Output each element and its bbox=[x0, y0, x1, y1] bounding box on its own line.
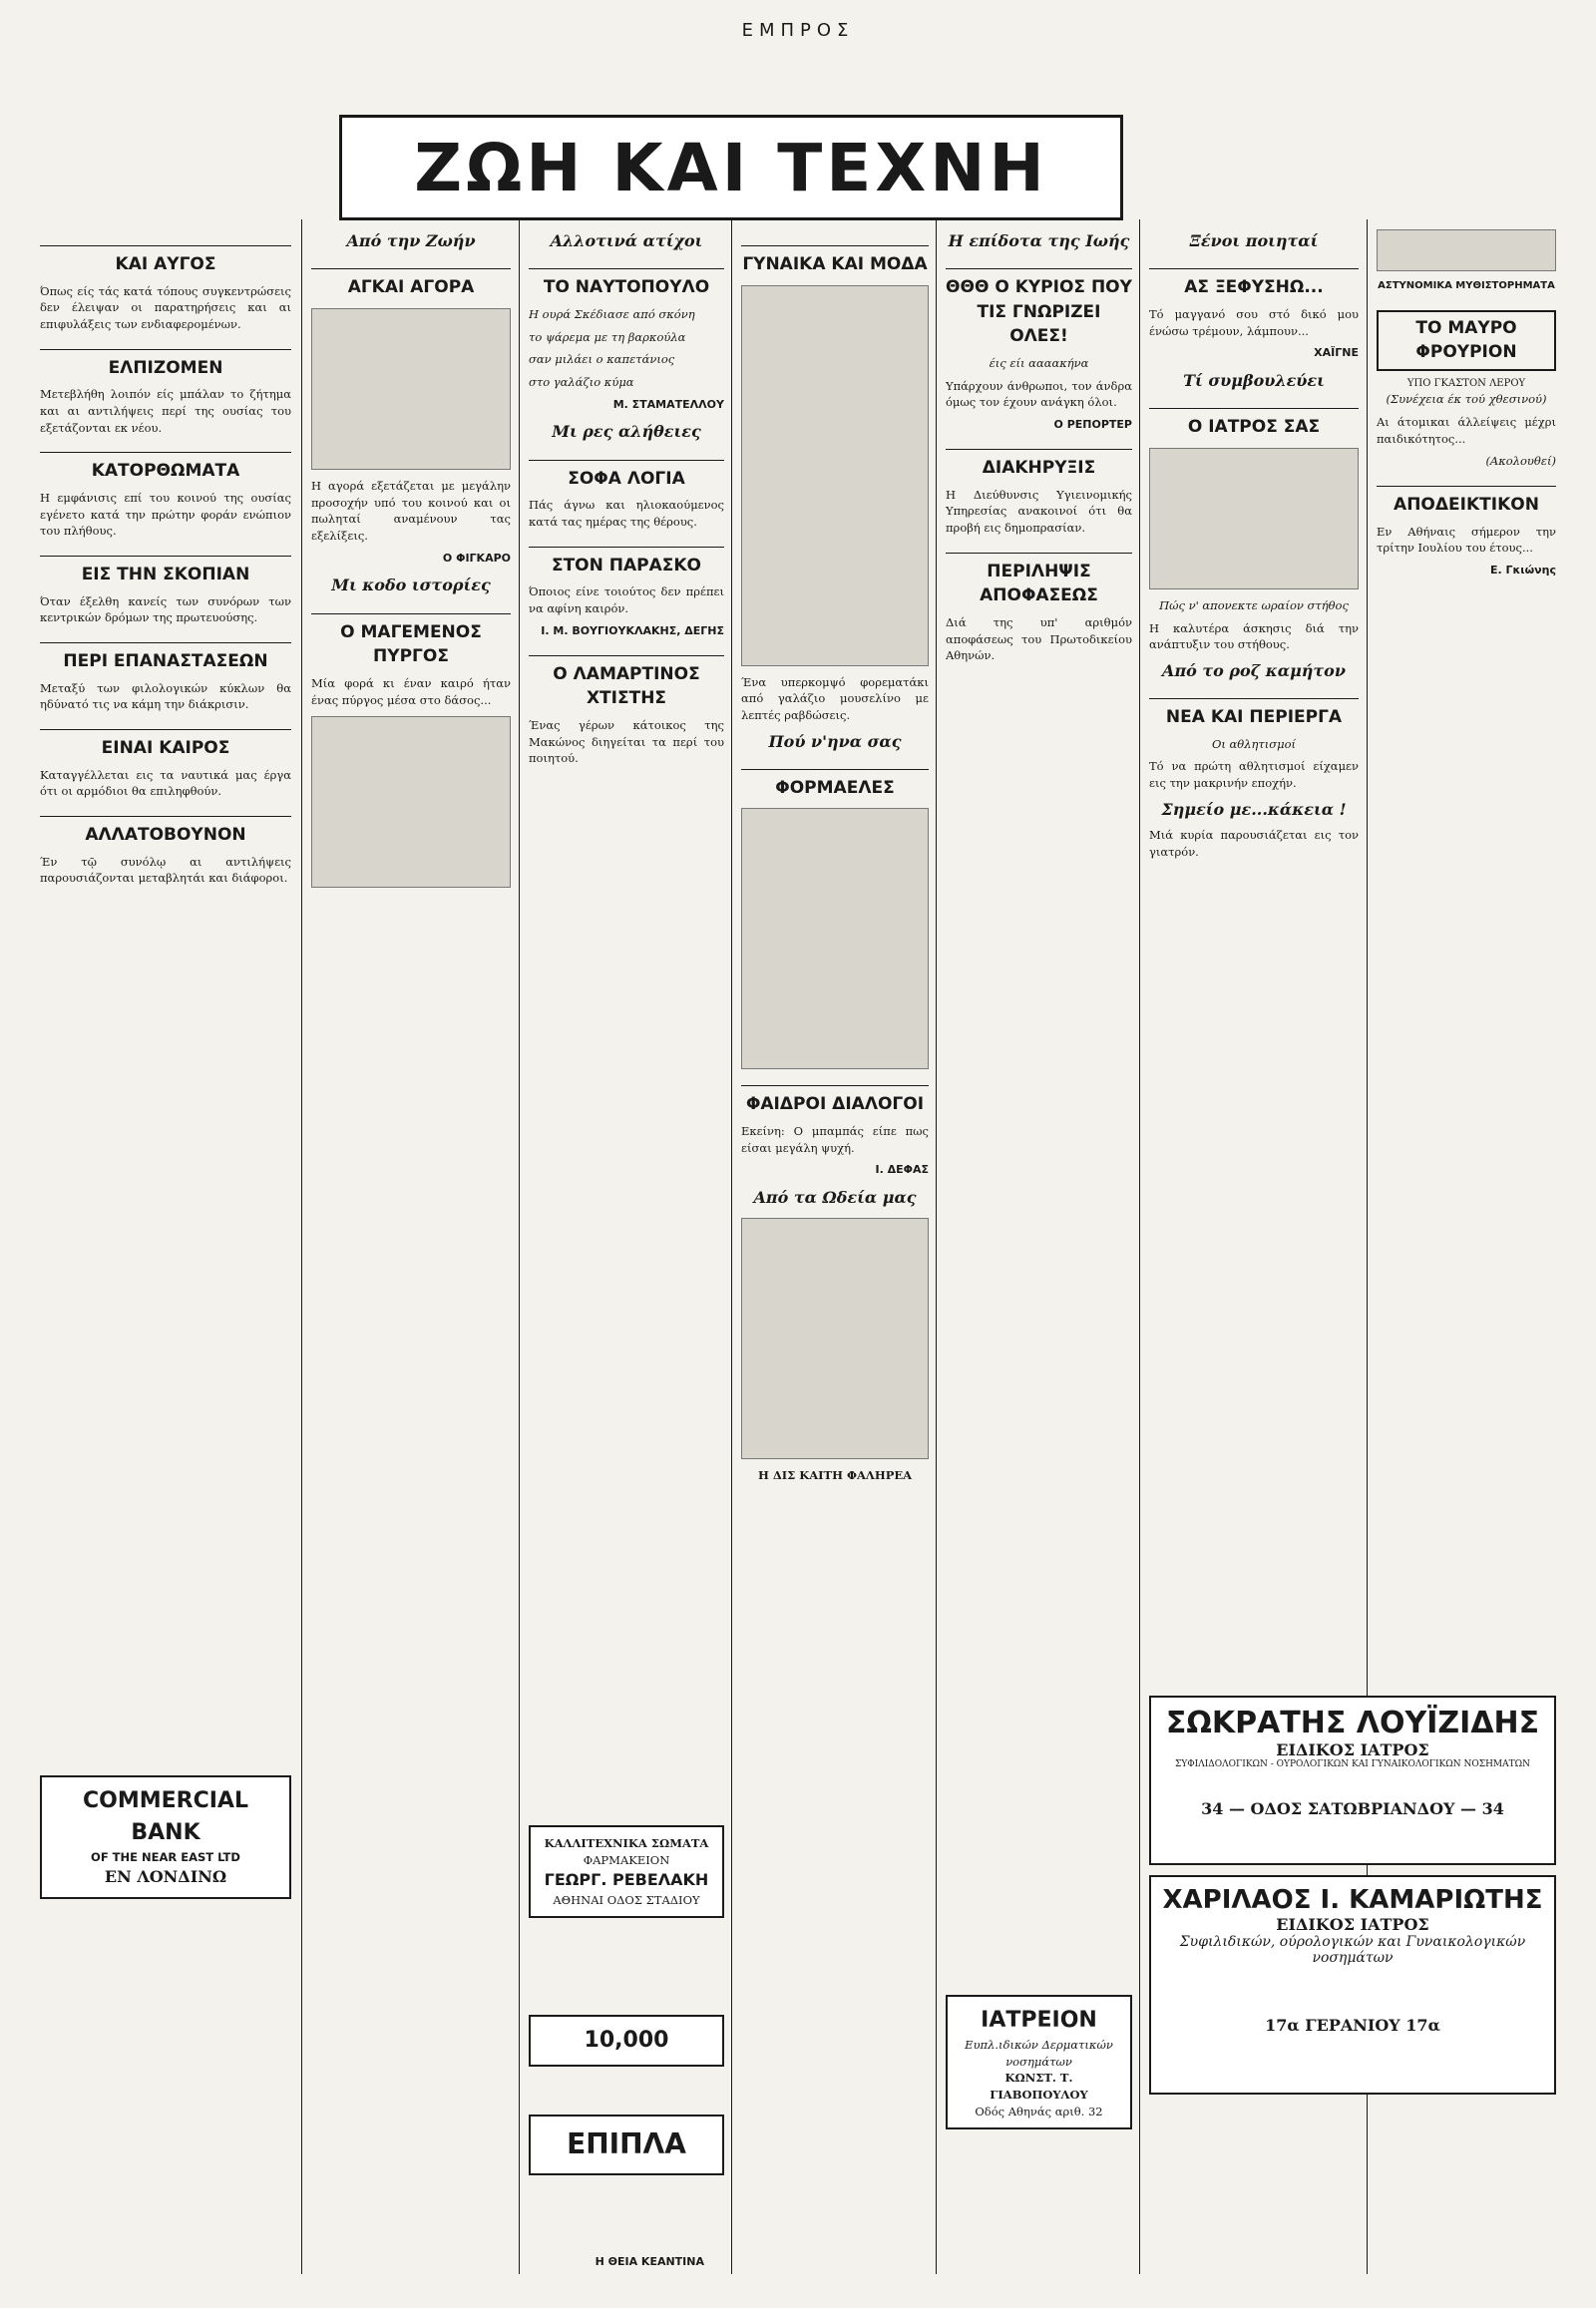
column-3 bbox=[529, 229, 724, 2274]
column-5 bbox=[946, 229, 1132, 2274]
yawning-illustration bbox=[741, 808, 929, 1069]
article-subtitle: Οι αθλητισμοί bbox=[1211, 736, 1297, 751]
article-text: Η ΔΙΣ ΚΑΙΤΗ ΦΑΛΗΡΕΑ bbox=[757, 1467, 913, 1482]
article-text: Αι άτομικαι άλλείψεις μέχρι παιδικότητος... bbox=[1377, 414, 1556, 446]
section-label: Μι κοδο ιστορίες bbox=[331, 576, 491, 595]
article-text: Καταγγέλλεται εις τα ναυτικά μας έργα ότι οι αρμόδιοι θα επιληφθούν. bbox=[40, 767, 291, 799]
section-label: Τί συμβουλεύει bbox=[1183, 371, 1325, 391]
portrait-photo bbox=[741, 1218, 929, 1459]
article-text: Ένας γέρων κάτοικος της Μακώνος διηγείται τα περί του ποιητού. bbox=[529, 717, 724, 766]
masthead bbox=[40, 20, 1556, 60]
article-text: Όποιος είνε τοιούτος δεν πρέπει να αφίνη καιρόν. bbox=[529, 584, 724, 615]
article-text: Η Διεύθυνσις Υγιεινομικής Υπηρεσίας ανακοινοί ότι θα προβή εις δημοπρασίαν. bbox=[946, 487, 1132, 536]
article-text: Έν τῷ συνόλῳ αι αντιλήψεις παρουσιάζονται μεταβλητάι και διάφοροι. bbox=[40, 854, 291, 886]
pharmacy-name: ΓΕΩΡΓ. ΡΕΒΕΛΑΚΗ bbox=[544, 1870, 709, 1890]
doctor-address: 17α ΓΕΡΑΝΙΟΥ 17α bbox=[1265, 2016, 1440, 2035]
signature: ΧΑΪΓΝΕ bbox=[1314, 346, 1359, 360]
article-text: Τό να πρώτη αθλητισμοί είχαμεν εις την μακρινήν εποχήν. bbox=[1149, 759, 1359, 791]
column-rule bbox=[731, 219, 732, 2274]
article-heading: ΤΟ ΝΑΥΤΟΠΟΥΛΟ bbox=[529, 268, 724, 300]
article-heading: ΑΓΚΑΙ ΑΓΟΡΑ bbox=[311, 268, 511, 300]
banner-title: ΖΩΗ ΚΑΙ ΤΕΧΝΗ bbox=[414, 129, 1048, 206]
caricature-illustration bbox=[311, 308, 511, 470]
furniture-advertisement bbox=[529, 2115, 724, 2175]
article-subtitle: έις είι αααακήνα bbox=[989, 356, 1089, 371]
signature: Ε. Γκιώνης bbox=[1489, 563, 1556, 577]
article-text: Η αγορά εξετάζεται με μεγάλην προσοχήν υπό του κοινού και οι πωληταί αναμένουν τας εξελίξεις. bbox=[311, 478, 511, 543]
clinic-specialty: Ευπλ.ιδικών Δερματικών νοσημάτων bbox=[965, 2037, 1113, 2069]
section-banner bbox=[339, 115, 1123, 220]
column-6 bbox=[1149, 229, 1359, 1676]
prize-advertisement bbox=[529, 2015, 724, 2067]
doctor-advertisement-1 bbox=[1149, 1696, 1556, 1865]
serial-next: (Ακολουθεί) bbox=[1485, 454, 1556, 469]
article-heading: ΚΑΤΟΡΘΩΜΑΤΑ bbox=[40, 452, 291, 484]
article-heading: ΕΛΠΙΖΟΜΕΝ bbox=[40, 349, 291, 381]
column-rule bbox=[301, 219, 302, 2274]
section-label: Μι ρες αλήθειες bbox=[552, 422, 701, 442]
column-rule bbox=[1139, 219, 1140, 2274]
article-heading: ΘΘΘ Ο ΚΥΡΙΟΣ ΠΟΥ ΤΙΣ ΓΝΩΡΙΖΕΙ ΟΛΕΣ! bbox=[946, 268, 1132, 349]
prize-amount: 10,000 bbox=[584, 2028, 669, 2053]
signature: Η ΘΕΙΑ ΚΕΑΝΤΙΝΑ bbox=[595, 2255, 704, 2268]
column-rule bbox=[936, 219, 937, 2274]
article-text: Υπάρχουν άνθρωποι, τον άνδρα όμως τον έχουν ανάγκη όλοι. bbox=[946, 378, 1132, 410]
bank-subtitle: OF THE NEAR EAST LTD bbox=[91, 1849, 240, 1864]
article-text: Η εμφάνισις επί του κοινού της ουσίας εγένετο κατά την πρώτην φοράν ενώπιον του πλήθους. bbox=[40, 490, 291, 539]
column-1 bbox=[40, 229, 291, 2274]
serial-title: ΤΟ ΜΑΥΡΟ ΦΡΟΥΡΙΟΝ bbox=[1377, 310, 1556, 371]
poem-line: στο γαλάζιο κύμα bbox=[529, 374, 634, 389]
bank-name: COMMERCIAL BANK bbox=[83, 1788, 248, 1845]
section-label: Πού ν'ηνα σας bbox=[768, 731, 902, 751]
bank-advertisement bbox=[40, 1775, 291, 1899]
paper-name: ΕΜΠΡΟΣ bbox=[741, 20, 855, 41]
column-4 bbox=[741, 229, 929, 2274]
article-heading: Ο ΙΑΤΡΟΣ ΣΑΣ bbox=[1149, 408, 1359, 440]
article-text: Ένα υπερκομψό φορεματάκι από γαλάζιο μουσελίνο με λεπτές ραβδώσεις. bbox=[741, 674, 929, 722]
newspaper-page bbox=[40, 20, 1556, 2288]
column-2 bbox=[311, 229, 511, 2274]
article-text: Τό μαγγανό σου στό δικό μου ένώσω τρέμουν, λάμπουν... bbox=[1149, 306, 1359, 338]
signature: Ο ΦΙΓΚΑΡΟ bbox=[442, 551, 511, 565]
clinic-title: ΙΑΤΡΕΙΟΝ bbox=[981, 2008, 1097, 2033]
article-heading: ΕΙΣ ΤΗΝ ΣΚΟΠΙΑΝ bbox=[40, 556, 291, 587]
doctor-address: 34 — ΟΔΟΣ ΣΑΤΩΒΡΙΑΝΔΟΥ — 34 bbox=[1201, 1799, 1504, 1818]
signature: Μ. ΣΤΑΜΑΤΕΛΛΟΥ bbox=[612, 397, 724, 411]
section-label: Από το ροζ καμήτον bbox=[1162, 660, 1346, 680]
article-heading: ΦΟΡΜΑΕΛΕΣ bbox=[741, 769, 929, 801]
section-label: Ξένοι ποιηταί bbox=[1189, 231, 1319, 250]
article-heading: ΠΕΡΙ ΕΠΑΝΑΣΤΑΣΕΩΝ bbox=[40, 642, 291, 674]
doctor-specialty: ΣΥΦΙΛΙΔΟΛΟΓΙΚΩΝ - ΟΥΡΟΛΟΓΙΚΩΝ ΚΑΙ ΓΥΝΑΙΚΟΛΟΓΙΚΩΝ ΝΟΣΗΜΑΤΩΝ bbox=[1174, 1759, 1530, 1769]
article-text: Διά της υπ' αριθμόν αποφάσεως του Πρωτοδικείου Αθηνών. bbox=[946, 615, 1132, 663]
doctor-illustration bbox=[1149, 448, 1359, 589]
serial-continuation: (Συνέχεια έκ τού χθεσινού) bbox=[1386, 392, 1547, 407]
section-label: Αλλοτινά ατίχοι bbox=[550, 231, 703, 250]
column-7 bbox=[1377, 229, 1556, 1676]
section-label: Από τα Ωδεία μας bbox=[753, 1188, 917, 1208]
clinic-doctor: ΚΩΝΣΤ. Τ. ΓΙΑΒΟΠΟΥΛΟΥ bbox=[990, 2071, 1088, 2102]
article-text: Μία φορά κι έναν καιρό ήταν ένας πύργος μέσα στο δάσος... bbox=[311, 675, 511, 707]
article-heading: ΔΙΑΚΗΡΥΞΙΣ bbox=[946, 449, 1132, 481]
article-text: Μετεβλήθη λοιπόν είς μπάλαν το ζήτημα και αι αντιλήψεις περί της ουσίας του εξετάζονται εκ νέου. bbox=[40, 387, 291, 435]
signature: Ι. ΔΕΦΑΣ bbox=[875, 1163, 929, 1177]
article-heading: ΣΤΟΝ ΠΑΡΑΣΚΟ bbox=[529, 547, 724, 578]
article-heading: ΝΕΑ ΚΑΙ ΠΕΡΙΕΡΓΑ bbox=[1149, 698, 1359, 730]
signature: Ο ΡΕΠΟΡΤΕΡ bbox=[1053, 418, 1132, 432]
doctor-name: ΧΑΡΙΛΑΟΣ Ι. ΚΑΜΑΡΙΩΤΗΣ bbox=[1162, 1885, 1543, 1915]
article-heading: ΑΛΛΑΤΟΒΟΥΝΟΝ bbox=[40, 816, 291, 848]
doctor-name: ΣΩΚΡΑΤΗΣ ΛΟΥΪΖΙΔΗΣ bbox=[1165, 1706, 1540, 1740]
signature: Ι. Μ. ΒΟΥΓΙΟΥΚΛΑΚΗΣ, ΔΕΓΗΣ bbox=[541, 623, 724, 637]
article-heading: ΦΑΙΔΡΟΙ ΔΙΑΛΟΓΟΙ bbox=[741, 1085, 929, 1117]
serial-header-illustration bbox=[1377, 229, 1556, 271]
article-heading: ΑΣ ΞΕΦΥΣΗΩ... bbox=[1149, 268, 1359, 300]
article-heading: ΚΑΙ ΑΥΓΟΣ bbox=[40, 245, 291, 277]
doctor-title: ΕΙΔΙΚΟΣ ΙΑΤΡΟΣ bbox=[1276, 1915, 1429, 1934]
article-text: Όπως είς τάς κατά τόπους συγκεντρώσεις δεν έλειψαν οι παρατηρήσεις και αι επιφυλάξεις των ενδιαφερομένων. bbox=[40, 283, 291, 331]
clinic-address: Οδός Αθηνάς αριθ. 32 bbox=[975, 2104, 1103, 2118]
article-heading: ΣΟΦΑ ΛΟΓΙΑ bbox=[529, 460, 724, 492]
column-rule bbox=[519, 219, 520, 2274]
doctor-specialty: Συφιλιδικών, ούρολογικών και Γυναικολογικών νοσημάτων bbox=[1179, 1934, 1526, 1966]
fashion-illustration bbox=[741, 285, 929, 666]
article-text: Μιά κυρία παρουσιάζεται εις τον γιατρόν. bbox=[1149, 827, 1359, 859]
article-text: Εκείνη: Ο μπαμπάς είπε πως είσαι μεγάλη ψυχή. bbox=[741, 1124, 929, 1155]
article-heading: Ο ΛΑΜΑΡΤΙΝΟΣ ΧΤΙΣΤΗΣ bbox=[529, 655, 724, 711]
article-heading: ΑΠΟΔΕΙΚΤΙΚΟΝ bbox=[1377, 486, 1556, 518]
pharmacy-address: ΑΘΗΝΑΙ ΟΔΟΣ ΣΤΑΔΙΟΥ bbox=[553, 1892, 700, 1907]
section-label: Η επίδοτα της Ιωής bbox=[948, 231, 1130, 250]
bank-city: ΕΝ ΛΟΝΔΙΝΩ bbox=[104, 1867, 227, 1887]
article-subtitle: Πώς ν' απονεκτε ωραίον στήθος bbox=[1159, 597, 1349, 612]
pharmacy-advertisement bbox=[529, 1825, 724, 1918]
poem-line: το ψάρεμα με τη βαρκούλα bbox=[529, 329, 686, 344]
article-heading: Ο ΜΑΓΕΜΕΝΟΣ ΠΥΡΓΟΣ bbox=[311, 613, 511, 669]
article-text: Πάς άγνω και ηλιοκαούμενος κατά τας ημέρας της θέρους. bbox=[529, 498, 724, 529]
section-label: Από την Ζωήν bbox=[346, 231, 476, 250]
serial-series: ΑΣΤΥΝΟΜΙΚΑ ΜΥΘΙΣΤΟΡΗΜΑΤΑ bbox=[1378, 280, 1555, 291]
section-label: Σημείο με...κάκεια ! bbox=[1161, 799, 1347, 819]
children-illustration bbox=[311, 716, 511, 888]
serial-author: ΥΠΟ ΓΚΑΣΤΟΝ ΛΕΡΟΥ bbox=[1406, 377, 1526, 389]
article-heading: ΕΙΝΑΙ ΚΑΙΡΟΣ bbox=[40, 729, 291, 761]
pharmacy-line: ΦΑΡΜΑΚΕΙΟΝ bbox=[583, 1852, 670, 1867]
article-text: Εν Αθήναις σήμερον την τρίτην Ιουλίου του έτους... bbox=[1377, 524, 1556, 556]
doctor-title: ΕΙΔΙΚΟΣ ΙΑΤΡΟΣ bbox=[1276, 1740, 1429, 1759]
poem-line: σαν μιλάει ο καπετάνιος bbox=[529, 352, 675, 367]
article-text: Η καλυτέρα άσκησις διά την ανάπτυξιν του στήθους. bbox=[1149, 620, 1359, 652]
clinic-advertisement bbox=[946, 1995, 1132, 2129]
doctor-advertisement-2 bbox=[1149, 1875, 1556, 2095]
article-text: Όταν έξελθη κανείς των συνόρων των κεντρικών δρόμων της πρωτευούσης. bbox=[40, 593, 291, 625]
article-heading: ΠΕΡΙΛΗΨΙΣ ΑΠΟΦΑΣΕΩΣ bbox=[946, 553, 1132, 608]
furniture-title: ΕΠΙΠΛΑ bbox=[567, 2127, 686, 2160]
article-text: Μεταξύ των φιλολογικών κύκλων θα ηδύνατό τις να κάμη την διάκρισιν. bbox=[40, 680, 291, 712]
pharmacy-line: ΚΑΛΛΙΤΕΧΝΙΚΑ ΣΩΜΑΤΑ bbox=[544, 1836, 709, 1850]
article-heading: ΓΥΝΑΙΚΑ ΚΑΙ ΜΟΔΑ bbox=[741, 245, 929, 277]
poem-line: Η ουρά Σκέδιασε από σκόνη bbox=[529, 306, 695, 321]
